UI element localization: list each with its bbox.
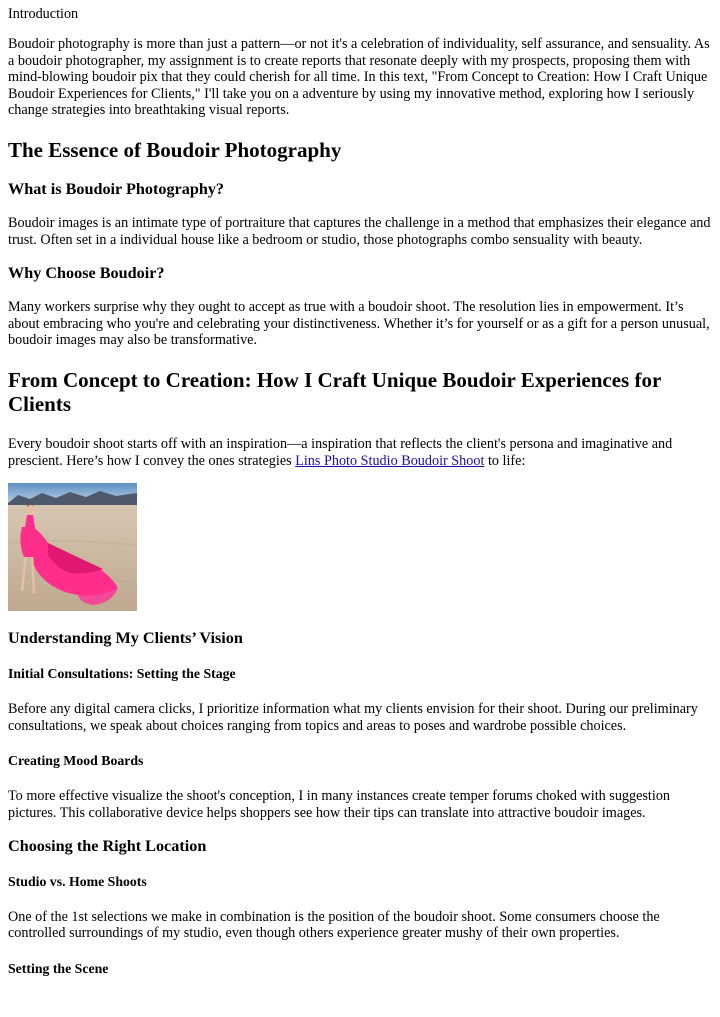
vision-heading: Understanding My Clients’ Vision [8,629,243,648]
concept-text-before: Every boudoir shoot starts off with an inspiration—a inspiration that reflects the client's persona and imaginative and prescient. Here’s how I convey the ones strategies [8,436,673,469]
why-paragraph: Many workers surprise why they ought to accept as true with a boudoir shoot. The resolution lies in empowerment. It’s about embracing who you're and celebrating your distinctiveness. Whether it’s for yourself or as a gift for a person unusual, boudoir images may also be transformative. [8,299,710,349]
studio-paragraph: One of the 1st selections we make in combination is the position of the boudoir shoot. Some consumers choose the controlled surroundings of my studio, even though others experience greater mushy of their own properties. [8,908,660,942]
concept-paragraph [8,436,712,469]
mood-paragraph: To more effective visualize the shoot's conception, I in many instances create temper forums choked with suggestion pictures. This collaborative device helps shoppers see how their tips can translate into attractive boudoir images. [8,788,671,821]
mood-heading: Creating Mood Boards [8,753,144,769]
intro-paragraph: Boudoir photography is more than just a pattern—or not it's a celebration of individuality, self assurance, and sensuality. As a boudoir photographer, my assignment is to create reports that resonate deeply with my prospects, proposing them with mind-blowing boudoir pix that they could cherish for all time. In this text, "From Concept to Creation: How I Craft Unique Boudoir Experiences for Clients," I'll take you on a adventure by using my innovative method, exploring how I seriously change strategies into breathtaking visual reports. [8,36,710,119]
scene-heading: Setting the Scene [8,960,109,976]
consult-paragraph: Before any digital camera clicks, I prioritize information what my clients envision for their shoot. During our preliminary consultations, we speak about choices ranging from topics and areas to poses and wardrobe possible choices. [8,701,698,734]
what-heading: What is Boudoir Photography? [8,180,225,199]
boudoir-photo [8,483,137,611]
studio-link[interactable]: Lins Photo Studio Boudoir Shoot [295,452,485,469]
consult-heading: Initial Consultations: Setting the Stage [8,666,236,682]
what-paragraph: Boudoir images is an intimate type of portraiture that captures the challenge in a method that emphasizes their elegance and trust. Often set in a individual house like a bedroom or studio, those photographs combo sensuality with beauty. [8,215,711,248]
intro-label: Introduction [8,6,79,22]
why-heading: Why Choose Boudoir? [8,264,165,283]
concept-text-after: to life: [484,452,526,469]
concept-heading: From Concept to Creation: How I Craft Unique Boudoir Experiences for Clients [8,368,661,417]
studio-heading: Studio vs. Home Shoots [8,873,147,889]
location-heading: Choosing the Right Location [8,836,207,855]
essence-heading: The Essence of Boudoir Photography [8,138,342,163]
